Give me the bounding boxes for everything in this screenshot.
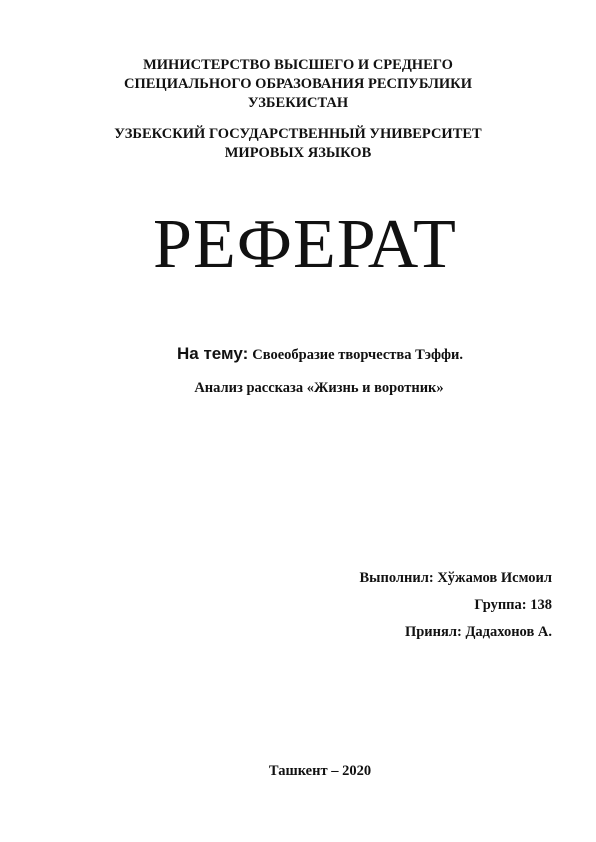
topic-prefix: На тему: bbox=[177, 344, 249, 363]
ministry-line: СПЕЦИАЛЬНОГО ОБРАЗОВАНИЯ РЕСПУБЛИКИ bbox=[124, 76, 472, 92]
author-line: Выполнил: Хўжамов Исмоил bbox=[359, 570, 552, 586]
university-line: УЗБЕКСКИЙ ГОСУДАРСТВЕННЫЙ УНИВЕРСИТЕТ bbox=[114, 126, 482, 142]
group-line: Группа: 138 bbox=[474, 597, 552, 613]
ministry-line: МИНИСТЕРСТВО ВЫСШЕГО И СРЕДНЕГО bbox=[143, 57, 453, 73]
university-line: МИРОВЫХ ЯЗЫКОВ bbox=[224, 145, 372, 161]
topic-subtitle: Анализ рассказа «Жизнь и воротник» bbox=[194, 380, 444, 396]
ministry-line: УЗБЕКИСТАН bbox=[247, 95, 349, 111]
document-type-title: РЕФЕРАТ bbox=[153, 206, 457, 283]
university-heading bbox=[0, 125, 596, 163]
topic-title: Своеобразие творчества Тэффи. bbox=[252, 347, 463, 363]
topic-line bbox=[0, 344, 596, 364]
ministry-heading bbox=[0, 56, 596, 113]
reviewer-line: Принял: Дадахонов А. bbox=[404, 624, 552, 640]
city-year-footer: Ташкент – 2020 bbox=[268, 763, 372, 779]
